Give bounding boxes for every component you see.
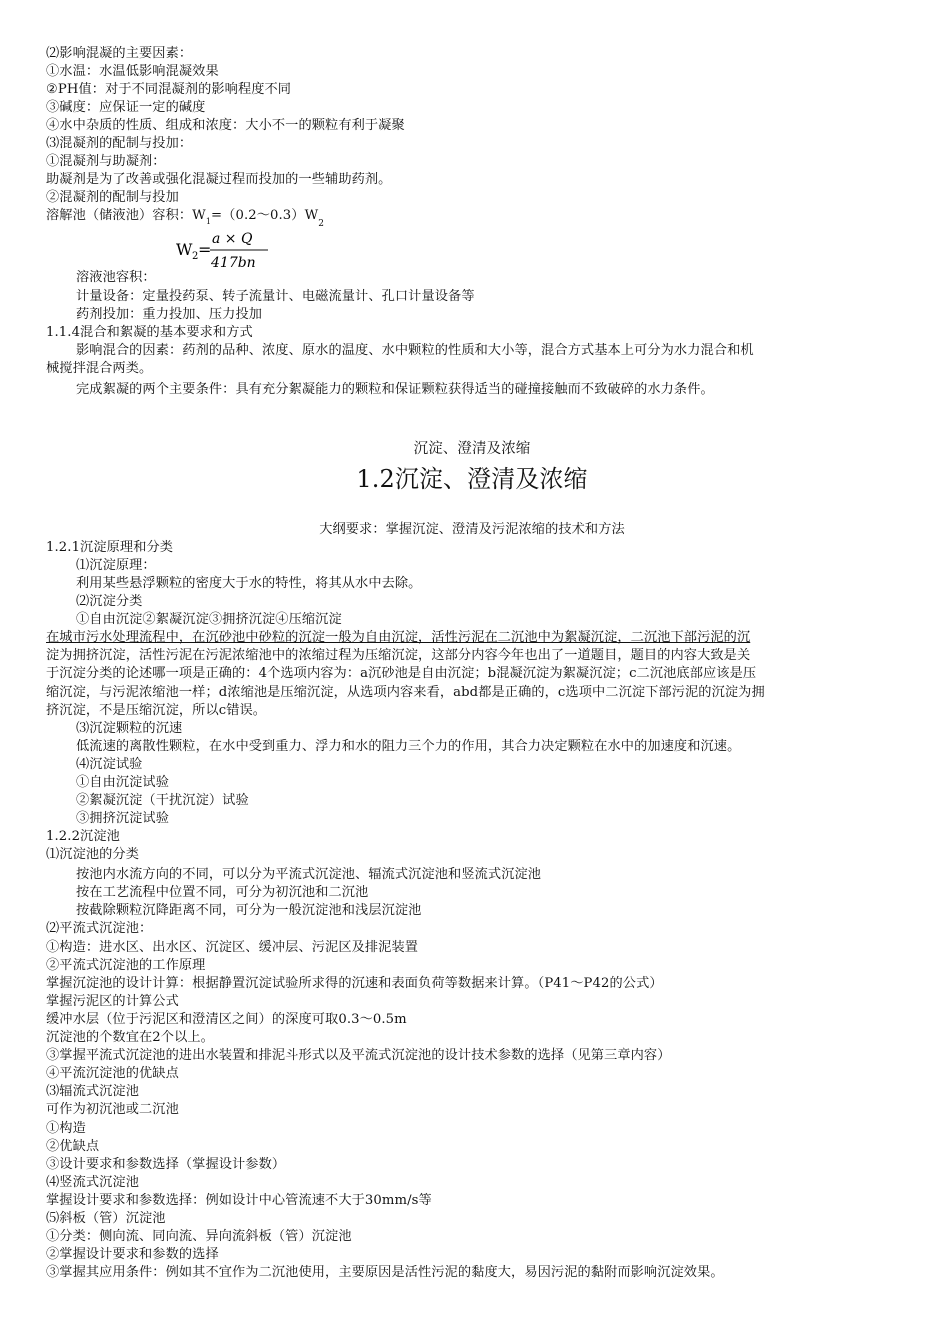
text-line: ①水温：水温低影响混凝效果 (46, 64, 219, 79)
dissolving-tank-volume-line (46, 207, 898, 233)
text-line: ⑶沉淀颗粒的沉速 (76, 721, 183, 736)
subscript: 1 (205, 217, 212, 226)
text-line: 按截除颗粒沉降距离不同，可分为一般沉淀池和浅层沉淀池 (76, 903, 422, 918)
text-line: ①构造：进水区、出水区、沉淀区、缓冲层、污泥区及排泥装置 (46, 940, 419, 955)
formula-denominator: 417bn (211, 255, 256, 271)
text-line: 按在工艺流程中位置不同，可分为初沉池和二沉池 (76, 885, 369, 900)
text-line: 助凝剂是为了改善或强化混凝过程而投加的一些辅助药剂。 (46, 172, 392, 187)
section-heading: 1.2.1沉淀原理和分类 (46, 540, 174, 555)
text-line: 缩沉淀，与污泥浓缩池一样；d浓缩池是压缩沉淀，从选项内容来看，abd都是正确的，c选项中二沉淀下部污泥的沉淀为拥 (46, 685, 765, 700)
text-line: ⑵平流式沉淀池： (46, 921, 153, 936)
text-line: 药剂投加：重力投加、压力投加 (76, 307, 263, 322)
text-line: 于沉淀分类的论述哪一项是正确的：4个选项内容为：a沉砂池是自由沉淀；b混凝沉淀为絮凝沉淀；c二沉池底部应该是压 (46, 666, 757, 681)
formula-lhs-sub: 2 (192, 251, 199, 262)
text-line: ③碱度：应保证一定的碱度 (46, 100, 206, 115)
text-line: ③掌握平流式沉淀池的进出水装置和排泥斗形式以及平流式沉淀池的设计技术参数的选择（见第三章内容） (46, 1048, 671, 1063)
chapter-title: 1.2沉淀、澄清及浓缩 (356, 465, 588, 493)
text-line: ②PH值：对于不同混凝剂的影响程度不同 (46, 82, 292, 97)
text-line: ②絮凝沉淀（干扰沉淀）试验 (76, 793, 249, 808)
text-line: ①自由沉淀②絮凝沉淀③拥挤沉淀④压缩沉淀 (76, 612, 342, 627)
text-line: 完成絮凝的两个主要条件：具有充分絮凝能力的颗粒和保证颗粒获得适当的碰撞接触而不致破碎的水力条件。 (76, 382, 714, 397)
text-line: 掌握设计要求和参数选择：例如设计中心管流速不大于30mm/s等 (46, 1193, 432, 1208)
text-line: ③拥挤沉淀试验 (76, 811, 170, 826)
text-line: 挤沉淀，不是压缩沉淀，所以c错误。 (46, 703, 267, 718)
text-line: ⑵沉淀分类 (76, 594, 143, 609)
text-line: ②优缺点 (46, 1139, 100, 1154)
text-line: ⑴沉淀原理： (76, 558, 156, 573)
text-line: ①混凝剂与助凝剂： (46, 154, 166, 169)
text-line: 按池内水流方向的不同，可以分为平流式沉淀池、辐流式沉淀池和竖流式沉淀池 (76, 867, 542, 882)
text-line: 影响混合的因素：药剂的品种、浓度、原水的温度、水中颗粒的性质和大小等，混合方式基本上可分为水力混合和机 (76, 343, 754, 358)
text-line: 可作为初沉池或二沉池 (46, 1102, 179, 1117)
text-line: ⑵影响混凝的主要因素： (46, 46, 193, 61)
text-line: 低流速的离散性颗粒，在水中受到重力、浮力和水的阻力三个力的作用，其合力决定颗粒在水中的加速度和沉速。 (76, 739, 741, 754)
text-line: 械搅拌混合两类。 (46, 361, 153, 376)
text-line: ③掌握其应用条件：例如其不宜作为二沉池使用，主要原因是活性污泥的黏度大，易因污泥的黏附而影响沉淀效果。 (46, 1265, 724, 1280)
text-line: ⑶辐流式沉淀池 (46, 1084, 140, 1099)
text-line: 淀为拥挤沉淀，活性污泥在污泥浓缩池中的浓缩过程为压缩沉淀，这部分内容今年也出了一道题目，题目的内容大致是关 (46, 648, 751, 663)
text-line: ⑴沉淀池的分类 (46, 847, 140, 862)
syllabus-requirement: 大纲要求：掌握沉淀、澄清及污泥浓缩的技术和方法 (319, 522, 625, 537)
text-line: 缓冲水层（位于污泥区和澄清区之间）的深度可取0.3～0.5m (46, 1012, 407, 1027)
text-line: ②平流式沉淀池的工作原理 (46, 958, 206, 973)
text-line: 计量设备：定量投药泵、转子流量计、电磁流量计、孔口计量设备等 (76, 289, 475, 304)
dosage-formula (176, 226, 286, 272)
text-line: ④水中杂质的性质、组成和浓度：大小不一的颗粒有利于凝聚 (46, 118, 405, 133)
text-line: ⑷竖流式沉淀池 (46, 1175, 140, 1190)
underlined-text-line: 在城市污水处理流程中，在沉砂池中砂粒的沉淀一般为自由沉淀，活性污泥在二沉池中为絮凝沉淀，二沉池下部污泥的沉 (46, 630, 751, 645)
text-fragment: 溶解池（储液池）容积：W (46, 208, 206, 223)
text-line: 掌握污泥区的计算公式 (46, 994, 179, 1009)
text-line: ③设计要求和参数选择（掌握设计参数） (46, 1157, 286, 1172)
section-heading: 1.2.2沉淀池 (46, 829, 120, 844)
formula-lhs: W (176, 240, 193, 259)
text-line: ②掌握设计要求和参数的选择 (46, 1247, 219, 1262)
text-line: ②混凝剂的配制与投加 (46, 190, 179, 205)
text-fragment: =（0.2～0.3）W (211, 208, 319, 223)
text-line: 利用某些悬浮颗粒的密度大于水的特性，将其从水中去除。 (76, 576, 422, 591)
text-line: ①分类：侧向流、同向流、异向流斜板（管）沉淀池 (46, 1229, 352, 1244)
section-heading: 1.1.4混合和絮凝的基本要求和方式 (46, 325, 253, 340)
text-line: 掌握沉淀池的设计计算：根据静置沉淀试验所求得的沉速和表面负荷等数据来计算。（P41～P42的公式） (46, 976, 663, 991)
chapter-subtitle: 沉淀、澄清及浓缩 (413, 441, 531, 457)
text-line: ⑷沉淀试验 (76, 757, 143, 772)
text-line: ①构造 (46, 1121, 86, 1136)
text-line: 沉淀池的个数宜在2个以上。 (46, 1030, 214, 1045)
formula-numerator: a × Q (212, 231, 253, 247)
text-line: ④平流沉淀池的优缺点 (46, 1066, 179, 1081)
text-line: ①自由沉淀试验 (76, 775, 170, 790)
formula-equals: = (198, 240, 212, 259)
text-line: 溶液池容积： (76, 270, 156, 285)
text-line: ⑸斜板（管）沉淀池 (46, 1211, 166, 1226)
text-line: ⑶混凝剂的配制与投加： (46, 136, 193, 151)
subscript: 2 (318, 219, 325, 229)
